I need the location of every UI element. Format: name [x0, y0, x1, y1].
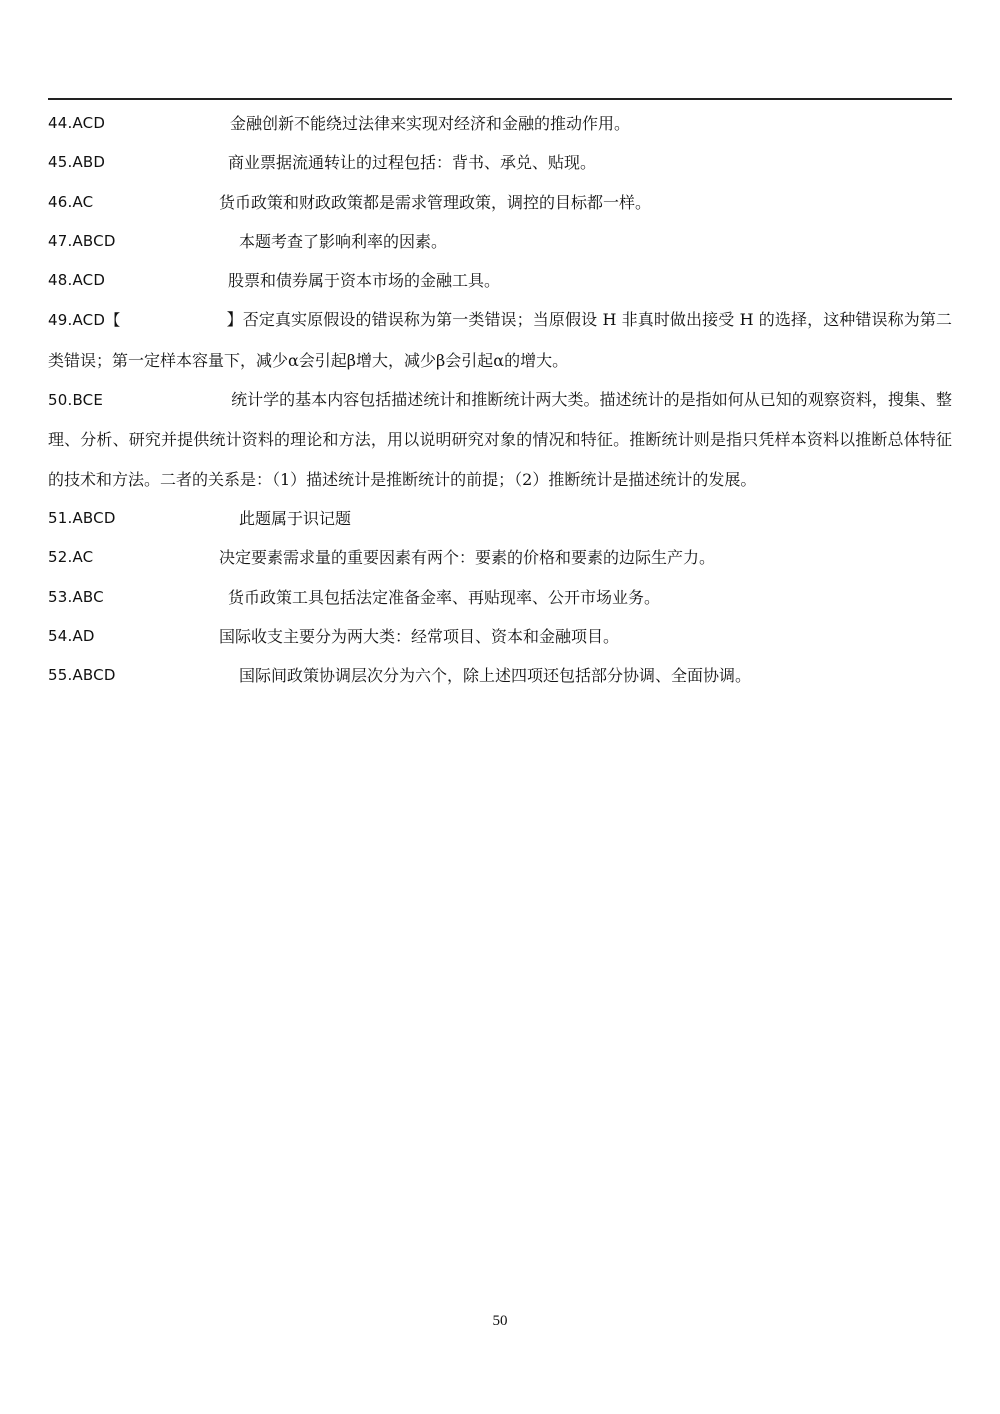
answer-explanation: 国际间政策协调层次分为六个，除上述四项还包括部分协调、全面协调。 — [239, 666, 752, 686]
answer-item-49 — [48, 300, 952, 380]
answer-item-48 — [48, 261, 952, 300]
answer-item-46 — [48, 183, 952, 222]
answer-item-54 — [48, 617, 952, 656]
answer-item-53 — [48, 578, 952, 617]
answer-explanation: 股票和债券属于资本市场的金融工具。 — [228, 271, 501, 291]
answer-number: 51.ABCD — [48, 508, 116, 527]
answer-explanation: 商业票据流通转让的过程包括：背书、承兑、贴现。 — [228, 153, 597, 173]
answer-explanation: 国际收支主要分为两大类：经常项目、资本和金融项目。 — [219, 626, 620, 646]
answer-number: 54.AD — [48, 626, 95, 645]
answer-number: 45.ABD — [48, 153, 106, 172]
page-number: 50 — [492, 1313, 508, 1329]
header-rule — [48, 98, 952, 100]
answer-item-44 — [48, 104, 952, 143]
answer-explanation: 本题考查了影响利率的因素。 — [239, 231, 448, 251]
answer-list — [48, 104, 952, 695]
answer-explanation: 统计学的基本内容包括描述统计和推断统计两大类。描述统计的是指如何从已知的观察资料，搜集、整理、分析、研究并提供统计资料的理论和方法，用以说明研究对象的情况和特征。推断统计则是指只凭样本资料以推断总体特征的技术和方法。二者的关系是：（1）描述统计是推断统计的前提；（2）推断统计是描述统计的发展。 — [48, 390, 952, 489]
answer-number: 44.ACD — [48, 114, 106, 132]
answer-item-55 — [48, 656, 952, 695]
answer-explanation: 金融创新不能绕过法律来实现对经济和金融的推动作用。 — [230, 114, 631, 133]
answer-item-47 — [48, 222, 952, 261]
answer-number: 48.ACD — [48, 271, 106, 290]
answer-explanation: 此题属于识记题 — [239, 508, 352, 528]
answer-item-50 — [48, 380, 952, 499]
answer-number: 50.BCE — [48, 391, 104, 410]
answer-number: 46.AC — [48, 192, 94, 211]
answer-item-45 — [48, 143, 952, 182]
answer-item-51 — [48, 499, 952, 538]
answer-number: 55.ABCD — [48, 666, 116, 685]
answer-item-52 — [48, 538, 952, 577]
answer-explanation: 决定要素需求量的重要因素有两个：要素的价格和要素的边际生产力。 — [219, 548, 716, 568]
answer-number: 52.AC — [48, 548, 94, 567]
answer-number: 49.ACD【 — [48, 311, 121, 330]
answer-number: 47.ABCD — [48, 231, 116, 250]
answer-explanation: 货币政策和财政政策都是需求管理政策，调控的目标都一样。 — [219, 192, 652, 212]
answer-number: 53.ABC — [48, 587, 104, 606]
answer-explanation: 货币政策工具包括法定准备金率、再贴现率、公开市场业务。 — [228, 587, 661, 607]
answer-explanation: 】否定真实原假设的错误称为第一类错误；当原假设 H 非真时做出接受 H 的选择，这种错误称为第二类错误；第一定样本容量下，减少α会引起β增大，减少β会引起α的增大。 — [48, 310, 952, 370]
